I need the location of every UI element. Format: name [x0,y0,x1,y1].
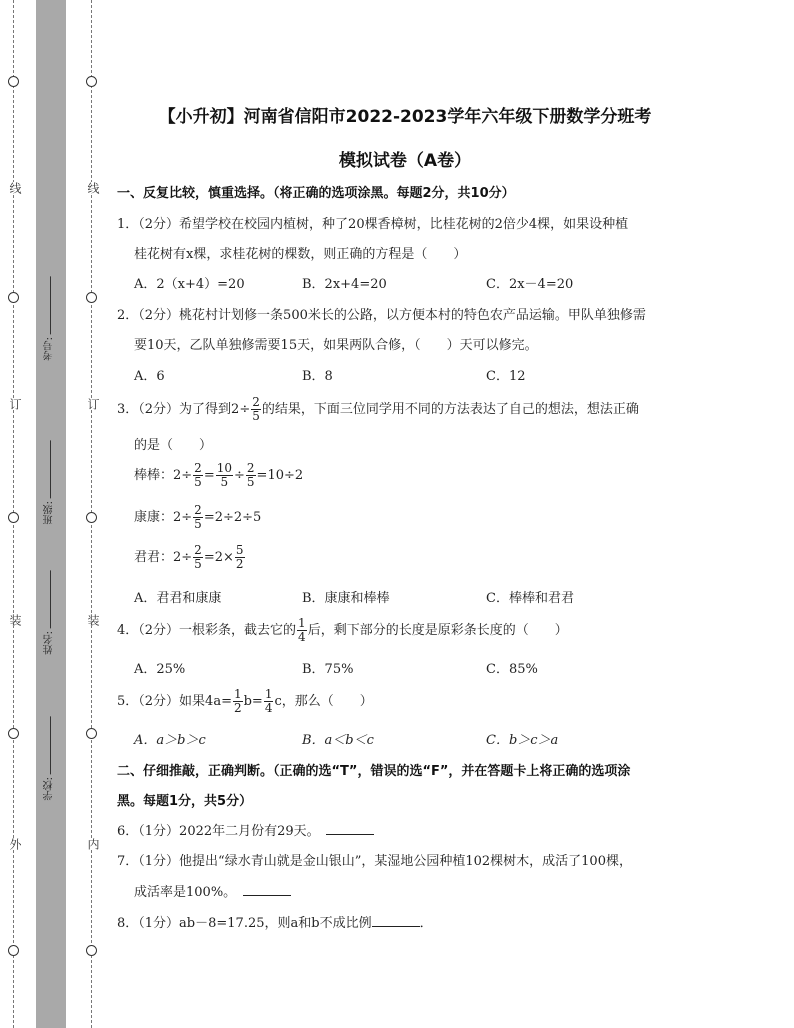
option-c[interactable]: C．b＞c＞a [486,733,559,748]
margin-char: 外 [8,838,22,850]
section-heading: 黑。每题1分，共5分） [117,794,253,809]
option-c[interactable]: C．85% [486,662,538,677]
section-heading: 二、仔细推敲，正确判断。（正确的选“T”，错误的选“F”，并在答题卡上将正确的选项涂 [117,764,631,779]
fraction: $\frac{2}{5}$ [252,395,260,423]
question-text: 6．（1分）2022年二月份有29天。 [117,820,374,839]
option-b[interactable]: B．a＜b＜c [302,733,374,748]
question-text: 3．（2分）为了得到2÷ $\frac{2}{5}$ 的结果，下面三位同学用不同的方法表达了自己的想法，想法正确 [117,395,639,423]
option-c[interactable]: C．2x－4=20 [486,277,574,292]
class-field[interactable]: 班级: [42,440,57,524]
page-subtitle: 模拟试卷（A卷） [338,151,472,171]
punch-hole-icon [8,728,19,739]
option-a[interactable]: A．25% [134,662,186,677]
question-text: 桂花树有x棵，求桂花树的棵数，则正确的方程是（ ） [134,247,467,262]
option-b[interactable]: B．75% [302,662,354,677]
question-text: 2．（2分）桃花村计划修一条500米长的公路，以方便本村的特色农产品运输。甲队单独修需 [117,308,646,323]
option-a[interactable]: A．6 [134,369,165,384]
option-a[interactable]: A．2（x+4）=20 [134,277,245,292]
margin-char: 线 [8,182,22,194]
name-field[interactable]: 姓名: [42,570,57,654]
exam-number-field[interactable]: 考号: [42,276,57,360]
option-b[interactable]: B．2x+4=20 [302,277,387,292]
punch-hole-icon [8,945,19,956]
student-answer-kangkang: 康康：2÷ $\frac{2}{5}$ =2÷2÷5 [134,503,262,531]
margin-char: 内 [86,838,100,850]
question-text: 7．（1分）他提出“绿水青山就是金山银山”，某湿地公园种植102棵树木，成活了100棵， [117,854,632,869]
question-text: 4．（2分）一根彩条，截去它的 $\frac{1}{4}$ 后，剩下部分的长度是原彩条长度的（ ） [117,616,568,644]
answer-blank[interactable] [372,916,420,927]
punch-hole-icon [86,728,97,739]
option-a[interactable]: A．a＞b＞c [134,733,206,748]
section-heading: 一、反复比较，慎重选择。（将正确的选项涂黑。每题2分，共10分） [117,186,515,201]
answer-blank[interactable] [243,885,291,896]
page-title: 【小升初】河南省信阳市2022-2023学年六年级下册数学分班考 [158,107,652,127]
option-b[interactable]: B．8 [302,369,333,384]
margin-char: 订 [86,398,100,410]
answer-blank[interactable] [326,824,374,835]
question-text: 成活率是100%。 [134,881,291,900]
question-text: 的是（ ） [134,438,213,453]
punch-hole-icon [86,945,97,956]
punch-hole-icon [8,292,19,303]
question-text: 1．（2分）希望学校在校园内植树，种了20棵香樟树，比桂花树的2倍少4棵，如果设种植 [117,217,629,232]
school-field[interactable]: 学校: [42,716,57,800]
question-text: 要10天，乙队单独修需要15天，如果两队合修，（ ）天可以修完。 [134,338,538,353]
student-answer-junjun: 君君：2÷ $\frac{2}{5}$ =2× $\frac{5}{2}$ [134,543,244,571]
margin-char: 装 [8,614,22,626]
option-a[interactable]: A．君君和康康 [134,591,222,606]
margin-char: 订 [8,398,22,410]
punch-hole-icon [86,76,97,87]
punch-hole-icon [86,292,97,303]
question-text: 8．（1分）ab－8=17.25，则a和b不成比例 ． [117,916,433,931]
margin-char: 线 [86,182,100,194]
punch-hole-icon [8,512,19,523]
margin-char: 装 [86,614,100,626]
option-b[interactable]: B．康康和棒棒 [302,591,390,606]
question-text: 5．（2分）如果4a= $\frac{1}{2}$ b= $\frac{1}{4}$ c，那么（ ） [117,687,373,715]
student-answer-bangbang: 棒棒：2÷ $\frac{2}{5}$ = $\frac{10}{5}$ ÷ $\frac{2}{5}$ =10÷2 [134,461,304,489]
punch-hole-icon [86,512,97,523]
punch-hole-icon [8,76,19,87]
option-c[interactable]: C．12 [486,369,526,384]
option-c[interactable]: C．棒棒和君君 [486,591,574,606]
